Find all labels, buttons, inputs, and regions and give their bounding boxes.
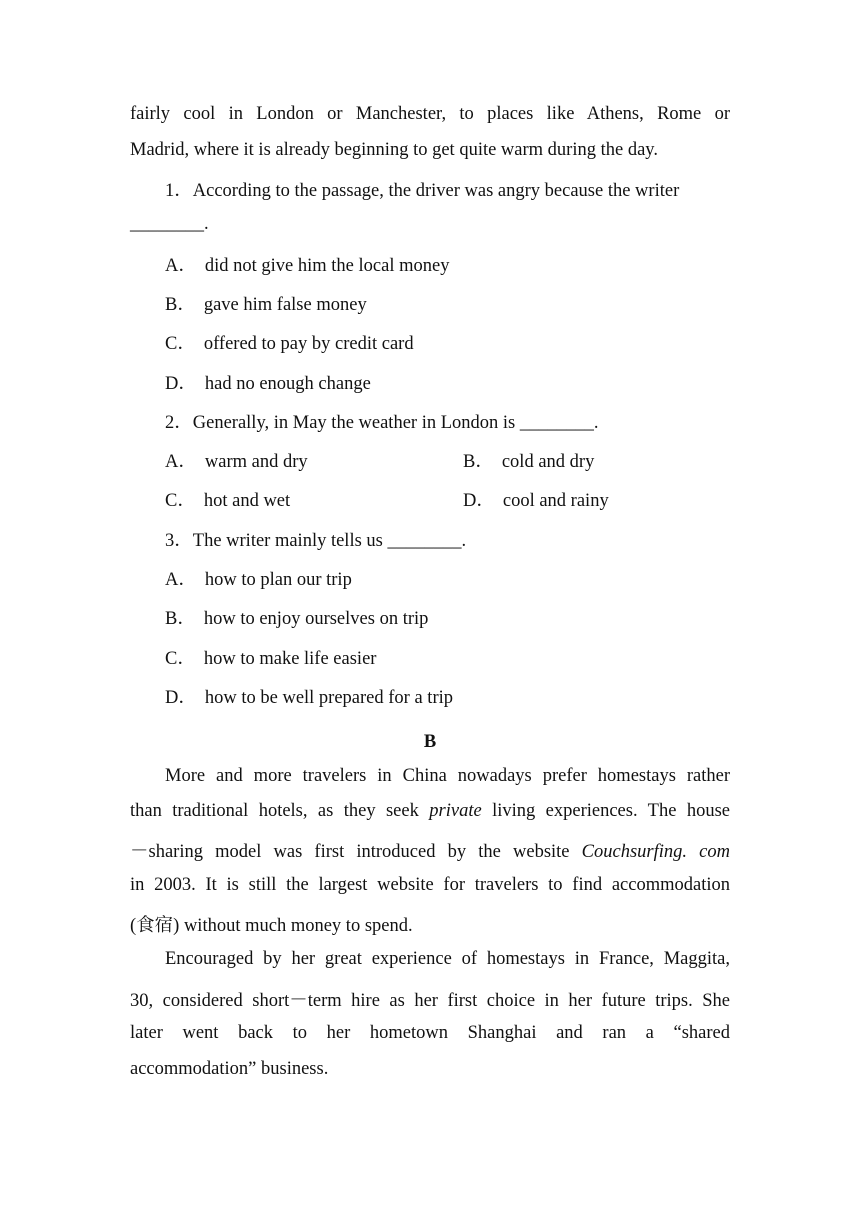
passage-a-line-1: fairly cool in London or Manchester, to places like Athens, Rome or <box>130 104 730 124</box>
question-text: According to the passage, the driver was angry because the writer <box>192 181 680 201</box>
option-text: hot and wet <box>203 491 291 511</box>
option-text: offered to pay by credit card <box>203 334 414 354</box>
option-2d <box>463 486 609 512</box>
passage-b-p1-line-4: in 2003. It is still the largest website for travelers to find accommodation <box>130 875 730 895</box>
option-label: C． <box>165 491 196 511</box>
text-run: than traditional hotels, as they seek <box>130 801 430 821</box>
question-text: The writer mainly tells us ________. <box>192 531 467 551</box>
option-text: cool and rainy <box>502 491 609 511</box>
option-text: cold and dry <box>501 452 595 472</box>
passage-b-p1-line-5: (食宿) without much money to spend. <box>130 916 413 936</box>
option-label: C． <box>165 649 196 669</box>
option-text: warm and dry <box>204 452 308 472</box>
question-1-blank: ________. <box>130 214 209 234</box>
option-2a <box>165 447 308 473</box>
option-3a <box>165 565 352 591</box>
option-label: A． <box>165 452 197 472</box>
question-number: 3． <box>165 531 193 551</box>
option-label: B． <box>463 452 494 472</box>
option-label: D． <box>463 491 495 511</box>
option-label: B． <box>165 295 196 315</box>
option-2b <box>463 447 594 473</box>
passage-b-p1-line-2 <box>130 801 730 822</box>
option-1c <box>165 329 414 355</box>
option-text: had no enough change <box>204 374 371 394</box>
option-text: did not give him the local money <box>204 256 450 276</box>
option-3c <box>165 644 376 670</box>
question-2-stem <box>165 408 598 434</box>
option-label: A． <box>165 570 197 590</box>
question-text: Generally, in May the weather in London is ________. <box>192 413 599 433</box>
passage-b-p1-line-3 <box>130 837 730 863</box>
option-1b <box>165 290 367 316</box>
option-label: C． <box>165 334 196 354</box>
option-text: how to be well prepared for a trip <box>204 688 453 708</box>
option-1d <box>165 369 371 395</box>
passage-b-p1-line-1: More and more travelers in China nowadays prefer homestays rather <box>165 766 730 786</box>
question-3-stem <box>165 526 466 552</box>
passage-a-line-2: Madrid, where it is already beginning to get quite warm during the day. <box>130 140 658 160</box>
text-run: －sharing model was first introduced by the website <box>130 842 582 862</box>
italic-website-name: Couchsurfing. com <box>581 842 730 862</box>
option-2c <box>165 486 290 512</box>
option-label: B． <box>165 609 196 629</box>
document-page <box>130 0 730 1216</box>
option-text: gave him false money <box>203 295 367 315</box>
option-3b <box>165 604 428 630</box>
question-1-stem <box>165 176 679 202</box>
option-3d <box>165 683 453 709</box>
option-text: how to plan our trip <box>204 570 352 590</box>
option-1a <box>165 251 449 277</box>
italic-word: private <box>429 801 482 821</box>
option-label: D． <box>165 374 197 394</box>
passage-b-p2-line-2: 30, considered short－term hire as her first choice in her future trips. She <box>130 991 730 1011</box>
question-number: 2． <box>165 413 193 433</box>
passage-b-p2-line-4: accommodation” business. <box>130 1059 329 1079</box>
passage-b-p2-line-3: later went back to her hometown Shanghai and ran a “shared <box>130 1023 730 1043</box>
text-run: living experiences. The house <box>481 801 730 821</box>
section-heading: B <box>423 732 437 752</box>
question-number: 1． <box>165 181 193 201</box>
option-label: D． <box>165 688 197 708</box>
option-label: A． <box>165 256 197 276</box>
passage-b-p2-line-1: Encouraged by her great experience of homestays in France, Maggita, <box>165 949 730 969</box>
option-text: how to make life easier <box>203 649 377 669</box>
option-text: how to enjoy ourselves on trip <box>203 609 429 629</box>
